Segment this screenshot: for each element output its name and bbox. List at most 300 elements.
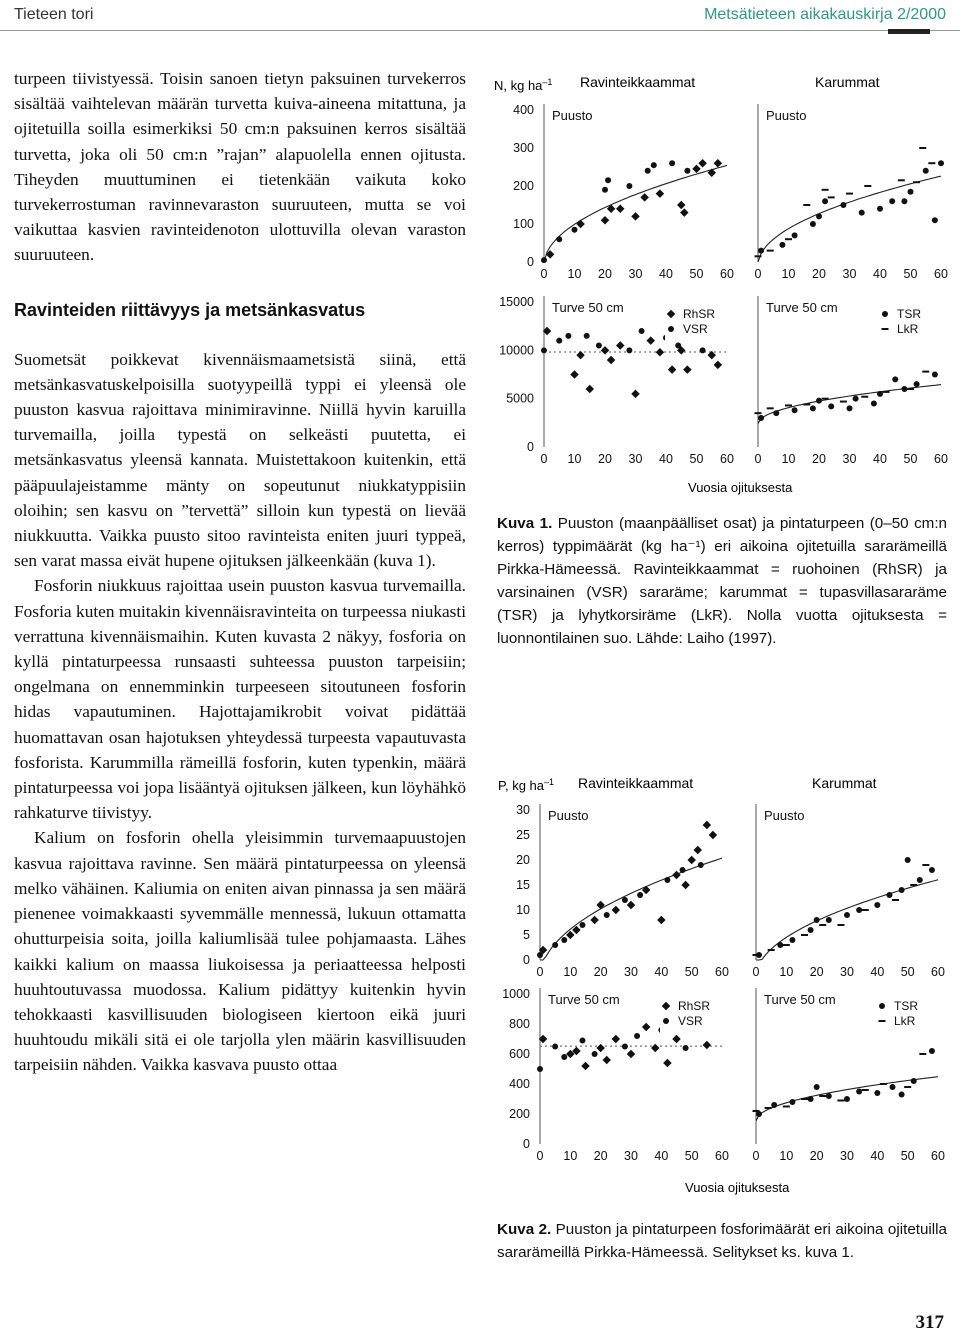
panel-fig1-panels-3-LkR-point-7: [883, 391, 890, 393]
panel-fig2-panels-2-ytick-0: 1000: [502, 987, 530, 1001]
panel-fig2-panels-3-TSR-point-3: [808, 1096, 814, 1102]
panel-fig1-panels-0-xtick-4: 40: [659, 267, 673, 281]
panel-fig2-panels-2-RhSR-point-8: [642, 1023, 650, 1031]
panel-fig2-panels-0: [516, 803, 729, 979]
panel-fig1-panels-0-label: Puusto: [552, 108, 593, 123]
panel-fig1-panels-1-LkR-point-9: [913, 181, 920, 183]
panel-fig1-panels-0-VSR-point-5: [626, 183, 632, 189]
panel-fig1-panels-2-xtick-3: 30: [628, 452, 643, 466]
panel-fig2-panels-3-LkR-point-2: [783, 1106, 790, 1108]
panel-fig2-panels-2-xtick-1: 10: [563, 1149, 578, 1163]
panel-fig2-panels-2-RhSR-point-9: [651, 1044, 659, 1052]
panel-fig1-panels-3-LkR-point-4: [822, 398, 829, 400]
panel-fig1-panels-2-xtick-2: 20: [598, 452, 612, 466]
panel-fig1-panels-1-xtick-5: 50: [903, 267, 918, 281]
panel-fig2-panels-3-xtick-6: 60: [931, 1149, 945, 1163]
panel-fig1-panels-1-TSR-point-5: [822, 198, 828, 204]
panel-fig1-panels-0-xtick-5: 50: [689, 267, 704, 281]
panel-fig1-panels-0-RhSR-point-10: [692, 165, 700, 173]
panel-fig2-panels-0-RhSR-point-5: [612, 906, 620, 914]
panel-fig1-panels-2-RhSR-point-9: [656, 348, 664, 356]
panel-fig1-panels-3: [755, 296, 948, 466]
panel-fig2-panels-1-LkR-point-7: [892, 899, 899, 901]
panel-fig1-panels-2-xtick-6: 60: [720, 452, 734, 466]
panel-fig1-panels-3-xtick-2: 20: [812, 452, 826, 466]
panel-fig2-panels-1-TSR-point-12: [917, 877, 923, 883]
paragraph-1: turpeen tiivistyessä. Toisin sanoen tietyn paksuinen turvekerros sisältää vaihtelevan määrän turvetta kuiva-aineena mitattuna, ja ojitetuilla soilla esimerkiksi 50 cm:n paksuinen kerros sisältää turvetta, joka oli 50 cm:n ”rajan” alapuolella ennen ojitusta. Tiheyden muuttuminen ei tietenkään vaikuta koko turvekerrostuman ravinnevaraston suuruuteen, mutta se voi vaikuttaa kasvien ravinteidenoton ulottuvilla olevan varaston suuruuteen.: [14, 69, 466, 265]
panel-fig1-panels-1-xtick-6: 60: [934, 267, 948, 281]
panel-fig2-panels-0-VSR-point-2: [561, 937, 567, 943]
panel-fig2-panels-2-RhSR-point-6: [612, 1035, 620, 1043]
panel-fig2-panels-1-LkR-point-9: [922, 864, 929, 866]
panel-fig1-panels-0-RhSR-point-7: [656, 189, 664, 197]
panel-fig2-panels-0-VSR-point-0: [537, 952, 543, 958]
panel-fig1-panels-0-xtick-2: 20: [598, 267, 612, 281]
panel-fig1-panels-2-RhSR-point-3: [586, 385, 594, 393]
panel-fig2-panels-1: [753, 804, 945, 979]
panel-fig1-panels-2-RhSR-point-4: [601, 346, 609, 354]
panel-fig2-panels-2-RhSR-point-7: [627, 1050, 635, 1058]
fig2-xlabel: Vuosia ojituksesta: [685, 1180, 790, 1195]
panel-fig1-panels-2-RhSR-point-2: [576, 351, 584, 359]
section-heading: Ravinteiden riittävyys ja metsänkasvatus: [14, 299, 366, 320]
panel-fig2-panels-0-RhSR-point-9: [672, 871, 680, 879]
panel-fig2-panels-0-VSR-point-9: [698, 862, 704, 868]
panel-fig1-panels-3-TSR-point-0: [758, 415, 764, 421]
panel-fig1-panels-1-LkR-point-5: [828, 196, 835, 198]
panel-fig2-panels-0-VSR-point-1: [552, 942, 558, 948]
panel-fig1-panels-2-ytick-2: 5000: [506, 391, 534, 406]
panel-fig1-panels-0-RhSR-point-4: [616, 205, 624, 213]
panel-fig1-panels-1-TSR-point-12: [923, 168, 929, 174]
fig1-col2-title: Karummat: [815, 74, 880, 90]
panel-fig2-panels-2: [502, 987, 729, 1163]
panel-fig1-panels-2-ytick-1: 10000: [499, 343, 534, 358]
panel-fig2-panels-0-ytick-2: 20: [516, 853, 530, 867]
panel-fig2-panels-1-TSR-point-6: [844, 912, 850, 918]
panel-fig1-panels-1-LkR-point-2: [785, 238, 792, 240]
panel-fig1-panels-1-LkR-point-8: [898, 179, 905, 181]
panel-fig2-panels-0-ytick-0: 30: [516, 803, 530, 817]
panel-fig2-panels-0-xtick-5: 50: [684, 965, 699, 979]
panel-fig1-panels-1: [755, 104, 948, 281]
text-column: [14, 66, 466, 1078]
panel-fig1-panels-1-TSR-point-14: [938, 160, 944, 166]
panel-fig2-panels-0-xtick-1: 10: [563, 965, 578, 979]
panel-fig2-panels-3: [753, 988, 945, 1163]
panel-fig1-panels-0-VSR-point-7: [651, 162, 657, 168]
fig2-col2-title: Karummat: [812, 775, 877, 791]
panel-fig2-panels-1-trend-line: [756, 880, 938, 960]
panel-fig1-panels-0-VSR-point-3: [602, 187, 608, 193]
panel-fig1-panels-2-VSR-point-8: [675, 343, 681, 349]
panel-fig1-panels-0-RhSR-point-8: [677, 201, 685, 209]
panel-fig1-panels-3-LkR-point-3: [803, 403, 810, 405]
panel-fig1-panels-1-LkR-point-4: [822, 189, 829, 191]
panel-fig1-panels-1-TSR-point-8: [877, 206, 883, 212]
panel-fig1-panels-3-LkR-point-8: [907, 388, 914, 390]
panel-fig1-panels-3-LkR-point-5: [840, 401, 847, 403]
panel-fig2-panels-2-ytick-3: 400: [509, 1077, 530, 1091]
fig1-col1-title: Ravinteikkaammat: [580, 74, 696, 90]
paragraph-3: Fosforin niukkuus rajoittaa usein puuston kasvua turvemailla. Fosforia kuten muitakin kivennäisravinteita on turpeessa niukasti verrattuna kivennäismaihin. Kuten kuvasta 2 näkyy, fosforia on kyllä pintaturpeessa runsaasti suhteessa puuston tarpeisiin; ongelmana on ennemminkin turpeeseen sitoutuneen fosforin hidas vapautuminen. Hajottajamikrobit voivat pidättää huomattavan osan hajotuksen yhteydessä turpeesta vapautuvasta fosforista. Karummilla rämeillä fosforin, kuten typenkin, määrä pintaturpeessa voi jopa lisääntyä ojituksen jälkeen, kun löyhähkö rahkaturve tiivistyy.: [14, 576, 466, 823]
panel-fig2-panels-3-LkR-point-7: [880, 1083, 887, 1085]
panel-fig1-panels-0-VSR-point-4: [605, 177, 611, 183]
panel-fig1-panels-2-ytick-0: 15000: [499, 295, 534, 309]
panel-fig1-panels-2-xtick-4: 40: [659, 452, 673, 466]
panel-fig1-panels-1-TSR-point-2: [792, 232, 798, 238]
panel-fig2-panels-0-ytick-3: 15: [516, 878, 530, 892]
panel-fig2-panels-1-TSR-point-8: [874, 902, 880, 908]
caption-2-text: Puuston ja pintaturpeen fosforimäärät eri aikoina ojitetuilla sararämeillä Pirkka-Hämeessä. Selitykset ks. kuva 1.: [497, 1221, 947, 1261]
panel-fig1-panels-3-xtick-4: 40: [873, 452, 887, 466]
panel-fig2-panels-1-xtick-2: 20: [809, 965, 824, 979]
panel-fig2-panels-3-LkR-point-8: [904, 1086, 911, 1088]
fig2-col1-title: Ravinteikkaammat: [578, 775, 694, 791]
panel-fig2-panels-1-xtick-6: 60: [931, 965, 945, 979]
panel-fig2-panels-2-RhSR-point-11: [672, 1035, 680, 1043]
panel-fig1-panels-3-LkR-point-2: [785, 404, 792, 406]
panel-fig2-panels-3-TSR-point-10: [899, 1092, 905, 1098]
panel-fig1-panels-1-trend-line: [758, 176, 941, 262]
panel-fig1-panels-3-label: Turve 50 cm: [766, 300, 838, 315]
panel-fig2-panels-2-label: Turve 50 cm: [548, 992, 620, 1007]
panel-fig2-panels-2-VSR-point-6: [634, 1033, 640, 1039]
panel-fig1-panels-2-VSR-point-9: [700, 347, 706, 353]
panel-fig1-panels-2-RhSR-point-12: [683, 365, 691, 373]
panel-fig2-panels-1-xtick-1: 10: [779, 965, 794, 979]
panel-fig2-panels-0-VSR-point-4: [604, 912, 610, 918]
panel-fig1-panels-2-ytick-3: 0: [527, 440, 534, 454]
panel-fig2-panels-1-TSR-point-5: [826, 917, 832, 923]
panel-fig1-panels-1-xtick-0: 0: [754, 267, 762, 281]
header-journal: Metsätieteen aikakauskirja 2/2000: [704, 6, 946, 23]
fig1-ylabel: N, kg $ha^{-1}$: [494, 77, 553, 93]
panel-fig2-panels-0-RhSR-point-6: [627, 901, 635, 909]
panel-fig2-panels-0-xtick-4: 40: [654, 965, 669, 979]
panel-fig1-panels-3-TSR-point-1: [773, 410, 779, 416]
panel-fig1-panels-2-VSR-point-2: [565, 333, 571, 339]
panel-fig1-panels-1-TSR-point-0: [758, 248, 764, 254]
panel-fig2-panels-0-label: Puusto: [548, 808, 589, 823]
panel-fig2-panels-0-RhSR-point-12: [693, 846, 701, 854]
panel-fig2-panels-2-legend-label-0: RhSR: [678, 999, 711, 1013]
panel-fig1-panels-3-xtick-5: 50: [903, 452, 918, 466]
panel-fig1-panels-2-RhSR-point-15: [714, 361, 722, 369]
panel-fig1-panels-0-RhSR-point-1: [576, 220, 584, 228]
panel-fig1-panels-3-TSR-point-6: [847, 405, 853, 411]
panel-fig1-panels-0: [513, 103, 734, 281]
panel-fig2-panels-1-LkR-point-8: [910, 884, 917, 886]
panel-fig2-panels-1-label: Puusto: [764, 808, 805, 823]
panel-fig2-panels-3-xtick-4: 40: [870, 1149, 885, 1163]
panel-fig1-panels-3-TSR-point-9: [877, 391, 883, 397]
fig1-xlabel: Vuosia ojituksesta: [688, 480, 793, 495]
panel-fig2-panels-0-RhSR-point-10: [681, 881, 689, 889]
panel-fig2-panels-3-TSR-point-5: [826, 1093, 832, 1099]
page-number: 317: [915, 1312, 944, 1333]
panel-fig1-panels-0-ytick-0: 400: [513, 103, 534, 117]
panel-fig1-panels-3-TSR-point-7: [853, 396, 859, 402]
panel-fig2-panels-1-xtick-5: 50: [900, 965, 915, 979]
panel-fig1-panels-1-TSR-point-10: [901, 198, 907, 204]
panel-fig1-panels-1-xtick-4: 40: [873, 267, 887, 281]
figure-1-caption: [497, 512, 947, 650]
panel-fig1-panels-3-xtick-3: 30: [842, 452, 857, 466]
panel-fig1-panels-1-TSR-point-13: [932, 217, 938, 223]
panel-fig2-panels-2-ytick-2: 600: [509, 1047, 530, 1061]
panel-fig1-panels-0-RhSR-point-12: [708, 168, 716, 176]
panel-fig1-panels-2: [499, 295, 734, 466]
panel-fig2-panels-1-LkR-point-0: [753, 954, 760, 956]
panel-fig2-panels-0-RhSR-point-3: [590, 916, 598, 924]
panel-fig2-panels-2-legend-marker-1: [663, 1018, 669, 1024]
panel-fig2-panels-0-VSR-point-5: [622, 897, 628, 903]
panel-fig1-panels-2-legend-label-0: RhSR: [683, 307, 716, 321]
panel-fig1-panels-0-ytick-3: 100: [513, 217, 534, 231]
panel-fig2-panels-0-VSR-point-3: [579, 922, 585, 928]
panel-fig2-panels-0-ytick-4: 10: [516, 903, 530, 917]
panel-fig2-panels-2-VSR-point-1: [552, 1044, 558, 1050]
panel-fig2-panels-1-xtick-3: 30: [840, 965, 854, 979]
panel-fig1-panels-3-LkR-point-0: [755, 412, 762, 414]
panel-fig1-panels-3-TSR-point-10: [892, 376, 898, 382]
figure-2-caption: [497, 1218, 947, 1264]
panel-fig1-panels-3-TSR-point-4: [816, 398, 822, 404]
panel-fig2-panels-3-TSR-point-7: [856, 1089, 862, 1095]
panel-fig1-panels-0-VSR-point-2: [572, 227, 578, 233]
panel-fig2-panels-0-RhSR-point-14: [709, 831, 717, 839]
panel-fig2-panels-3-TSR-point-9: [890, 1084, 896, 1090]
panel-fig2-panels-2-xtick-4: 40: [654, 1149, 669, 1163]
panel-fig2-panels-1-xtick-4: 40: [870, 965, 885, 979]
panel-fig1-panels-2-legend-marker-1: [668, 326, 674, 332]
panel-fig1-panels-1-xtick-1: 10: [781, 267, 796, 281]
panel-fig2-panels-2-RhSR-point-13: [703, 1041, 711, 1049]
panel-fig1-panels-1-LkR-point-7: [864, 185, 871, 187]
panel-fig1-panels-0-RhSR-point-2: [601, 216, 609, 224]
panel-fig2-panels-2-xtick-0: 0: [536, 1149, 544, 1163]
panel-fig2-panels-3-TSR-point-1: [771, 1102, 777, 1108]
panel-fig1-panels-3-legend-label-1: LkR: [897, 322, 919, 336]
panel-fig1-panels-1-LkR-point-11: [928, 162, 935, 164]
panel-fig1-panels-0-RhSR-point-9: [680, 208, 688, 216]
panel-fig1-panels-1-TSR-point-11: [908, 189, 914, 195]
panel-fig2-panels-3-label: Turve 50 cm: [764, 992, 836, 1007]
panel-fig2-panels-2-VSR-point-8: [683, 1045, 689, 1051]
panel-fig2-panels-3-legend-label-1: LkR: [894, 1014, 916, 1028]
panel-fig1-panels-0-VSR-point-6: [645, 168, 651, 174]
panel-fig2-panels-0-VSR-point-7: [664, 877, 670, 883]
panel-fig2-panels-1-LkR-point-2: [783, 944, 790, 946]
panel-fig2-panels-1-TSR-point-9: [886, 892, 892, 898]
panel-fig1-panels-1-LkR-point-0: [755, 255, 762, 257]
panel-fig1-panels-3-LkR-point-1: [767, 407, 774, 409]
panel-fig2-panels-0-xtick-6: 60: [715, 965, 729, 979]
panel-fig1-panels-0-ytick-4: 0: [527, 255, 534, 269]
panel-fig2-panels-1-TSR-point-4: [814, 917, 820, 923]
panel-fig2-panels-2-VSR-point-3: [579, 1038, 585, 1044]
panel-fig2-panels-1-LkR-point-3: [801, 934, 808, 936]
panel-fig1-panels-0-VSR-point-0: [541, 257, 547, 263]
caption-1-text: Puuston (maanpäälliset osat) ja pintaturpeen (0–50 cm:n kerros) typpimäärät (kg ha⁻¹) eri aikoina ojitetuilla sararämeillä Pirkka-Hämeessä. Ravinteikkaammat = ruohoinen (RhSR) ja varsinainen (VSR) sararäme; karummat = tupasvillasararäme (TSR) ja lyhytkorsiräme (LkR). Nolla vuotta ojituksesta = luonnontilainen suo. Lähde: Laiho (1997).: [497, 515, 947, 647]
panel-fig1-panels-1-TSR-point-3: [810, 221, 816, 227]
header-bar: [888, 29, 930, 34]
panel-fig2-panels-0-ytick-6: 0: [523, 953, 530, 967]
panel-fig1-panels-0-ytick-1: 300: [513, 141, 534, 155]
panel-fig1-panels-3-xtick-0: 0: [754, 452, 762, 466]
figure-1: [480, 62, 955, 502]
panel-fig2-panels-3-LkR-point-9: [919, 1053, 926, 1055]
panel-fig2-panels-3-legend-marker-0: [879, 1003, 885, 1009]
panel-fig1-panels-1-xtick-3: 30: [842, 267, 857, 281]
panel-fig2-panels-1-TSR-point-7: [856, 907, 862, 913]
panel-fig2-panels-2-xtick-2: 20: [593, 1149, 608, 1163]
panel-fig1-panels-2-legend-label-1: VSR: [683, 322, 708, 336]
caption-1-number: Kuva 1.: [497, 515, 553, 532]
panel-fig2-panels-2-ytick-4: 200: [509, 1107, 530, 1121]
panel-fig1-panels-3-TSR-point-5: [828, 403, 834, 409]
panel-fig1-panels-2-VSR-point-4: [596, 343, 602, 349]
panel-fig2-panels-0-xtick-3: 30: [624, 965, 638, 979]
panel-fig1-panels-3-TSR-point-2: [792, 407, 798, 413]
panel-fig1-panels-1-TSR-point-9: [889, 198, 895, 204]
panel-fig1-panels-0-xtick-0: 0: [540, 267, 548, 281]
panel-fig1-panels-3-LkR-point-6: [861, 396, 868, 398]
panel-fig1-panels-0-VSR-point-9: [684, 168, 690, 174]
header-section: Tieteen tori: [14, 6, 94, 23]
panel-fig2-panels-3-xtick-2: 20: [809, 1149, 824, 1163]
panel-fig2-panels-1-TSR-point-2: [789, 937, 795, 943]
panel-fig2-panels-0-xtick-2: 20: [593, 965, 608, 979]
panel-fig1-panels-2-RhSR-point-1: [570, 370, 578, 378]
panel-fig1-panels-1-TSR-point-7: [859, 210, 865, 216]
panel-fig1-panels-2-RhSR-point-5: [607, 356, 615, 364]
panel-fig1-panels-3-trend-line: [758, 385, 941, 424]
panel-fig2-panels-2-legend-label-1: VSR: [678, 1014, 703, 1028]
panel-fig2-panels-1-TSR-point-13: [929, 867, 935, 873]
panel-fig2-panels-1-TSR-point-3: [808, 927, 814, 933]
panel-fig2-panels-3-TSR-point-8: [874, 1090, 880, 1096]
panel-fig2-panels-2-VSR-point-4: [592, 1051, 598, 1057]
panel-fig2-panels-3-xtick-5: 50: [900, 1149, 915, 1163]
panel-fig2-panels-2-RhSR-point-3: [581, 1062, 589, 1070]
caption-2-number: Kuva 2.: [497, 1221, 552, 1238]
panel-fig1-panels-0-RhSR-point-5: [631, 212, 639, 220]
panel-fig1-panels-2-xtick-1: 10: [567, 452, 582, 466]
panel-fig1-panels-3-xtick-6: 60: [934, 452, 948, 466]
panel-fig2-panels-3-xtick-1: 10: [779, 1149, 794, 1163]
panel-fig1-panels-0-ytick-2: 200: [513, 179, 534, 193]
panel-fig2-panels-0-VSR-point-8: [680, 867, 686, 873]
panel-fig2-panels-3-LkR-point-4: [819, 1095, 826, 1097]
panel-fig2-panels-3-xtick-0: 0: [752, 1149, 760, 1163]
panel-fig1-panels-2-VSR-point-0: [541, 347, 547, 353]
panel-fig2-panels-3-TSR-point-2: [789, 1099, 795, 1105]
panel-fig2-panels-0-ytick-1: 25: [516, 828, 530, 842]
panel-fig1-panels-0-RhSR-point-13: [714, 159, 722, 167]
panel-fig2-panels-0-xtick-0: 0: [536, 965, 544, 979]
panel-fig2-panels-2-xtick-5: 50: [684, 1149, 699, 1163]
panel-fig2-panels-1-TSR-point-1: [777, 942, 783, 948]
panel-fig2-panels-2-ytick-5: 0: [523, 1137, 530, 1151]
panel-fig2-panels-1-LkR-point-6: [862, 909, 869, 911]
panel-fig1-panels-2-label: Turve 50 cm: [552, 300, 624, 315]
panel-fig1-panels-2-xtick-0: 0: [540, 452, 548, 466]
panel-fig1-panels-0-xtick-6: 60: [720, 267, 734, 281]
panel-fig1-panels-3-xtick-1: 10: [781, 452, 796, 466]
panel-fig1-panels-0-xtick-3: 30: [628, 267, 643, 281]
panel-fig2-panels-0-RhSR-point-11: [687, 856, 695, 864]
panel-fig2-panels-1-TSR-point-11: [905, 857, 911, 863]
panel-fig2-panels-2-VSR-point-0: [537, 1066, 543, 1072]
fig2-ylabel: P, kg $ha^{-1}$: [498, 777, 555, 793]
panel-fig2-panels-2-xtick-6: 60: [715, 1149, 729, 1163]
panel-fig1-panels-2-RhSR-point-10: [668, 365, 676, 373]
panel-fig2-panels-1-LkR-point-5: [837, 924, 844, 926]
panel-fig2-panels-2-RhSR-point-10: [663, 1059, 671, 1067]
panel-fig2-panels-2-VSR-point-2: [561, 1054, 567, 1060]
paragraph-4: Kalium on fosforin ohella yleisimmin turvemaapuustojen kasvua rajoittava ravinne. Sen määrä pintaturpeessa on yleensä melko vähäinen. Kaliumia on eniten aivan pinnassa ja sen määrä pienenee voimakkaasti syvemmälle mennessä, lukuun ottamatta ohutturpeisia soita, joilla kaliumlisää tulee pohjamaasta. Lähes kaikki kalium on maassa liukoisessa ja periaatteessa helposti huuhtoutuvassa muodossa. Kalium pidättyy kuitenkin hyvin tehokkaasti kasvillisuuden biologiseen kiertoon eikä juuri huuhtoudu mikäli sitä ei ole tarjolla ylen määrin kasvillisuuden tarpeisiin nähden. Vaikka kasvava puusto ottaa: [14, 828, 466, 1075]
panel-fig2-panels-3-LkR-point-6: [862, 1089, 869, 1091]
panel-fig2-panels-0-RhSR-point-7: [642, 886, 650, 894]
panel-fig2-panels-3-TSR-point-6: [844, 1096, 850, 1102]
running-header: [0, 0, 960, 30]
panel-fig1-panels-0-xtick-1: 10: [567, 267, 582, 281]
panel-fig1-panels-3-TSR-point-12: [914, 381, 920, 387]
panel-fig1-panels-3-TSR-point-3: [810, 405, 816, 411]
panel-fig1-panels-3-TSR-point-8: [871, 401, 877, 407]
panel-fig1-panels-3-TSR-point-13: [932, 372, 938, 378]
panel-fig2-panels-3-legend-marker-1: [879, 1020, 886, 1022]
panel-fig2-panels-2-RhSR-point-4: [596, 1044, 604, 1052]
panel-fig1-panels-1-LkR-point-10: [919, 147, 926, 149]
panel-fig1-panels-1-LkR-point-1: [767, 250, 774, 252]
panel-fig1-panels-1-LkR-point-3: [803, 204, 810, 206]
paragraph-2: Suometsät poikkevat kivennäismaametsistä siinä, että metsänkasvatuskelpoisilla suotyypeillä typpi ei yleensä ole puuston kasvua rajoittava minimiravinne. Niillä hyvin karuilla turvemailla, joilla typestä on selkeästi puutetta, ei metsänkasvatus yleensä kannata. Muistettakoon kuitenkin, että pääpuulajeistamme mänty on sopeutunut niukkatyppisiin oloihin; sen kasvu on ”tervettä” silloin kun typestä on lievää niukkuutta. Vaikka puusto sitoo ravinteista eniten juuri typpeä, sen varat massa eivät hupene ojituksen jälkeenkään (kuva 1).: [14, 349, 466, 571]
panel-fig2-panels-0-RhSR-point-4: [596, 901, 604, 909]
panel-fig2-panels-3-LkR-point-0: [753, 1110, 760, 1112]
panel-fig2-panels-0-RhSR-point-8: [657, 916, 665, 924]
panel-fig1-panels-3-legend-marker-1: [882, 328, 889, 330]
panel-fig1-panels-3-LkR-point-9: [922, 371, 929, 373]
panel-fig2-panels-3-LkR-point-1: [765, 1107, 772, 1109]
panel-fig1-panels-1-TSR-point-6: [840, 202, 846, 208]
panel-fig1-panels-1-LkR-point-6: [846, 193, 853, 195]
panel-fig1-panels-0-RhSR-point-6: [640, 193, 648, 201]
panel-fig2-panels-2-RhSR-point-5: [602, 1056, 610, 1064]
panel-fig2-panels-3-xtick-3: 30: [840, 1149, 854, 1163]
panel-fig2-panels-1-LkR-point-4: [819, 924, 826, 926]
panel-fig2-panels-0-RhSR-point-13: [703, 821, 711, 829]
panel-fig2-panels-3-TSR-point-12: [929, 1048, 935, 1054]
panel-fig1-panels-3-legend-label-0: TSR: [897, 307, 921, 321]
figure-2: [480, 770, 955, 1200]
panel-fig2-panels-2-VSR-point-5: [622, 1044, 628, 1050]
panel-fig2-panels-2-xtick-3: 30: [624, 1149, 638, 1163]
panel-fig1-panels-1-xtick-2: 20: [812, 267, 826, 281]
panel-fig2-panels-1-TSR-point-10: [899, 887, 905, 893]
panel-fig1-panels-3-TSR-point-11: [901, 386, 907, 392]
panel-fig1-panels-1-TSR-point-1: [779, 242, 785, 248]
panel-fig2-panels-1-LkR-point-1: [768, 949, 775, 951]
panel-fig2-panels-3-LkR-point-5: [837, 1100, 844, 1102]
panel-fig1-panels-1-TSR-point-4: [816, 213, 822, 219]
panel-fig2-panels-0-ytick-5: 5: [523, 928, 530, 942]
panel-fig1-panels-2-VSR-point-1: [556, 338, 562, 344]
panel-fig1-panels-0-VSR-point-8: [669, 160, 675, 166]
panel-fig1-panels-2-VSR-point-5: [626, 347, 632, 353]
